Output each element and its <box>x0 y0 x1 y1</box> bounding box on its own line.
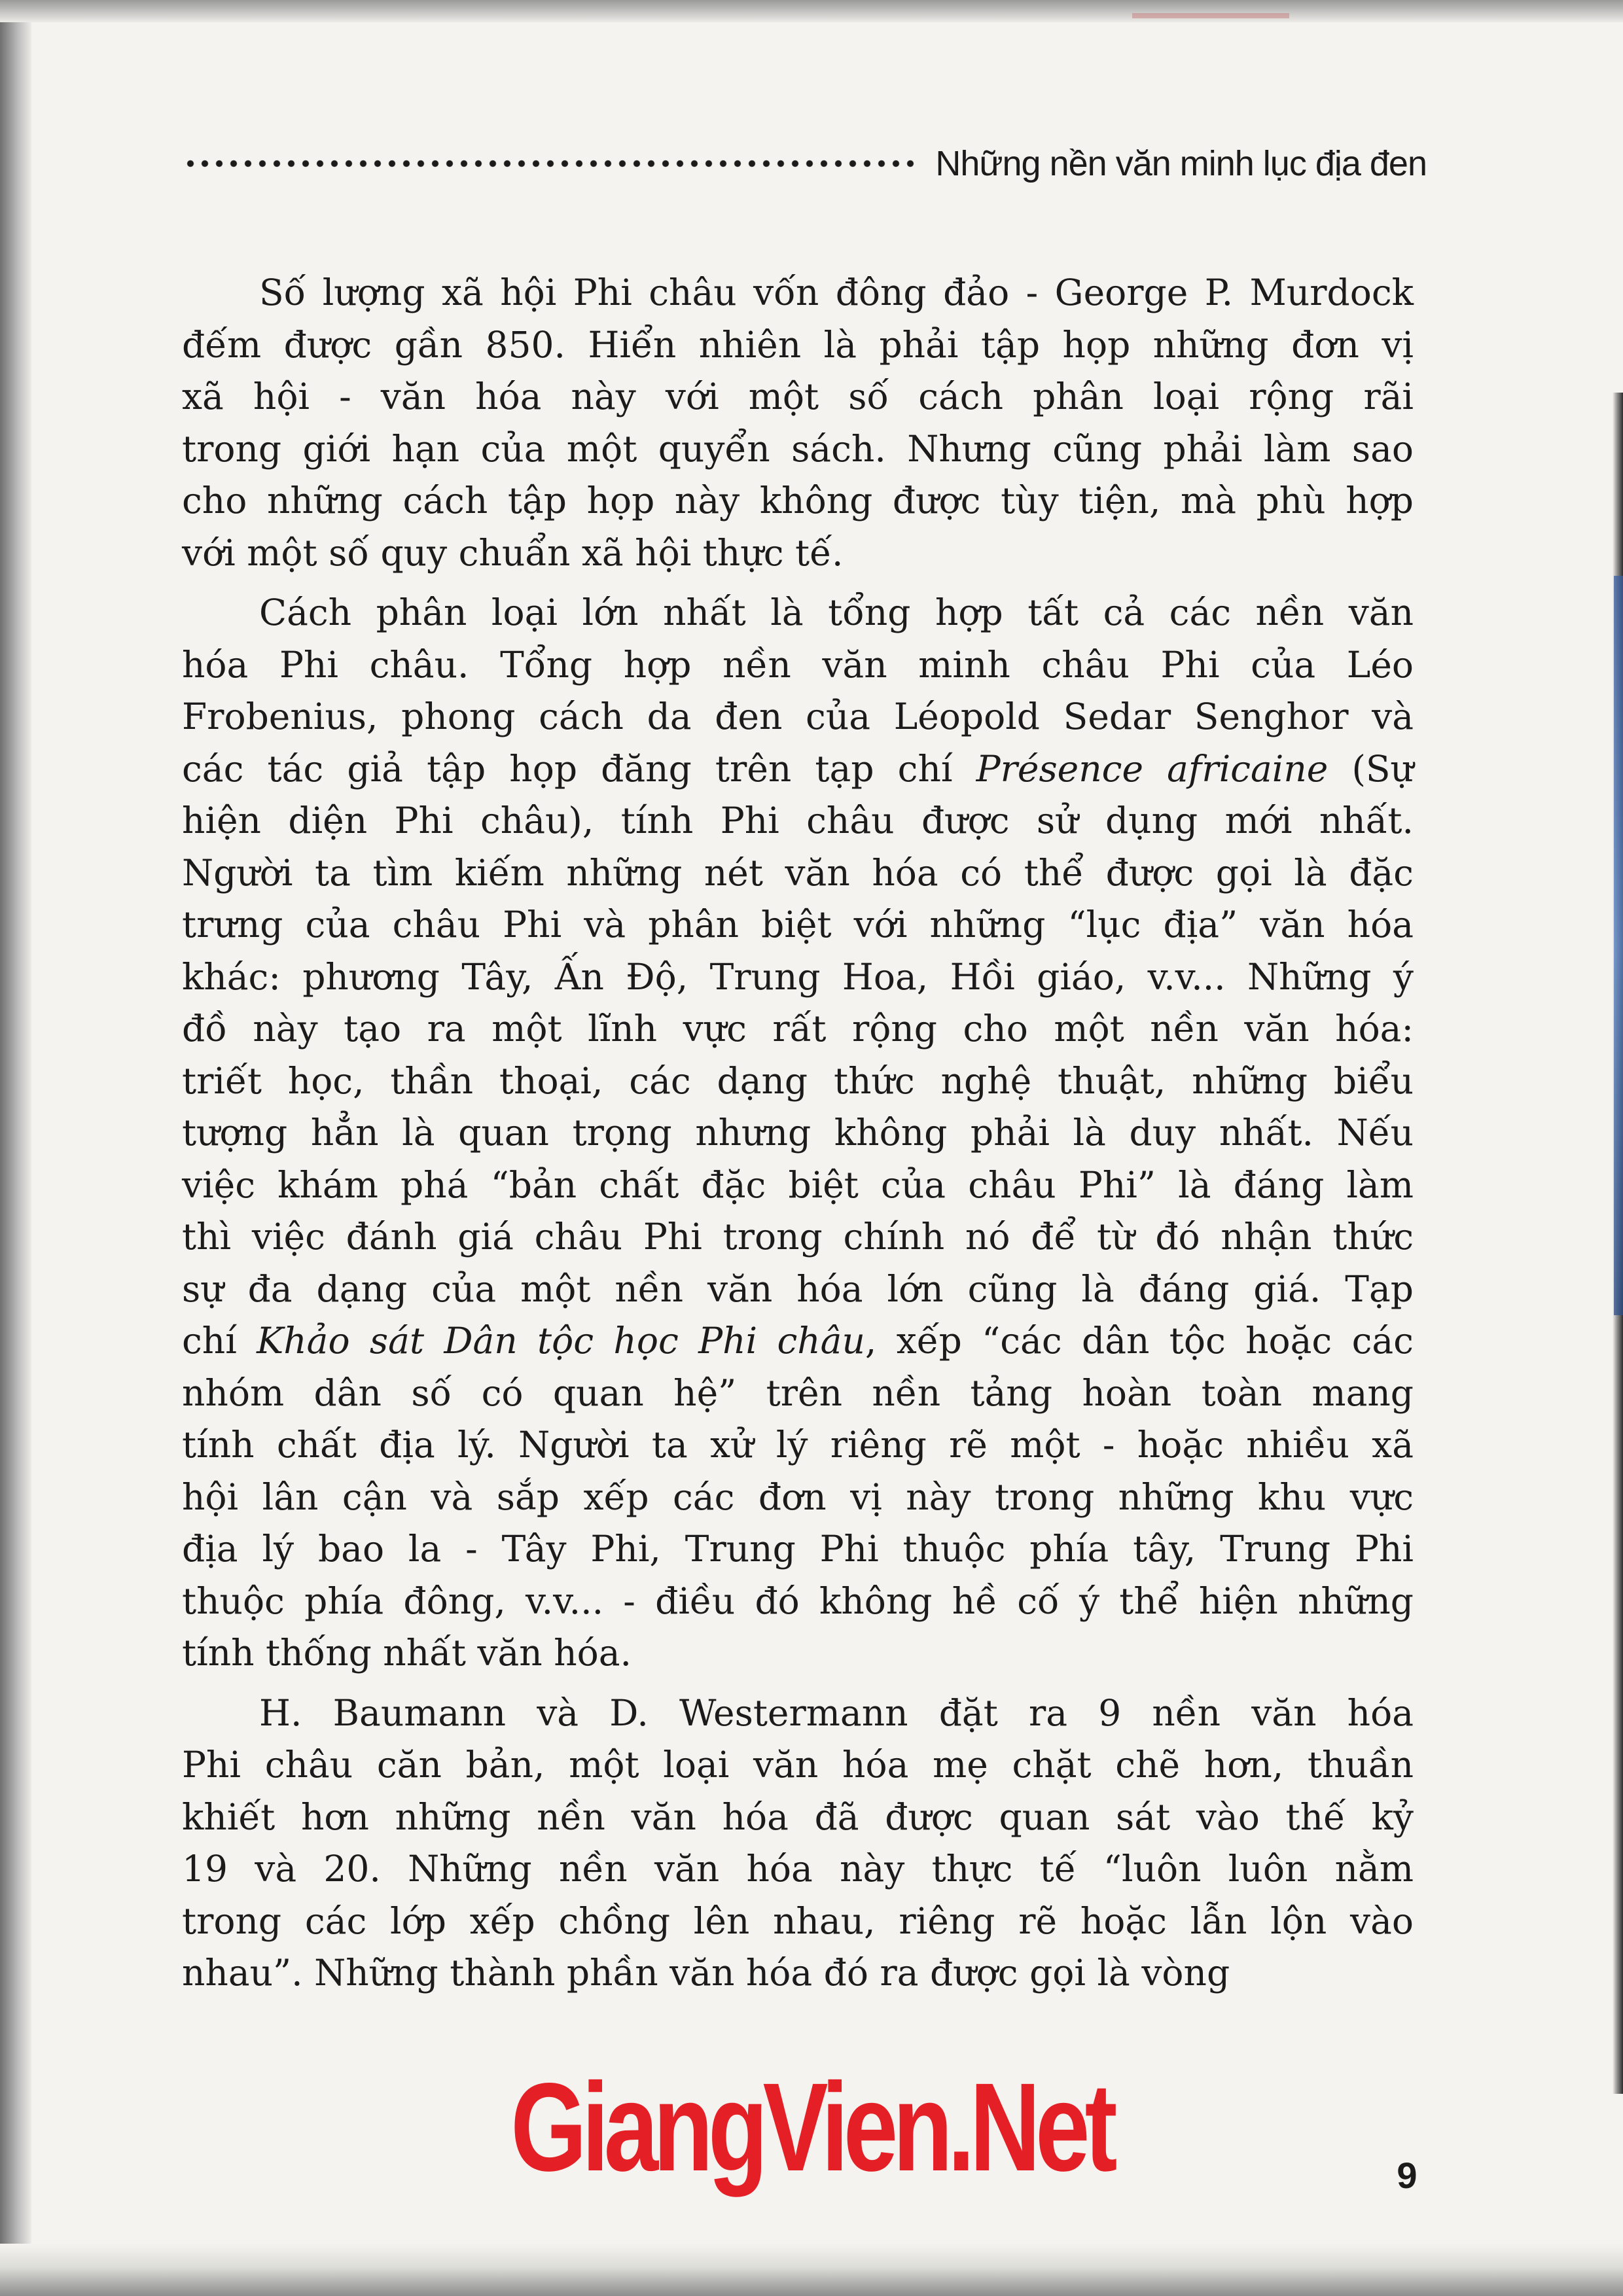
scan-top-edge <box>0 0 1623 22</box>
text-line: với một số quy chuẩn xã hội thực tế. <box>182 531 844 574</box>
text-line: địa lý bao la - Tây Phi, Trung Phi thuộc phía tây, Trung Phi <box>182 1528 1414 1570</box>
text-line: hóa Phi châu. Tổng hợp nền văn minh châu Phi của Léo <box>182 643 1414 686</box>
scan-bottom-edge <box>0 2244 1623 2296</box>
italic-title: Présence africaine <box>976 747 1329 790</box>
text-line: trong giới hạn của một quyển sách. Nhưng cũng phải làm sao <box>182 427 1414 470</box>
text-line: thì việc đánh giá châu Phi trong chính nó để từ đó nhận thức <box>182 1216 1414 1258</box>
text-line: khiết hơn những nền văn hóa đã được quan sát vào thế kỷ <box>182 1795 1414 1838</box>
text-line <box>182 743 1414 796</box>
text-line: trong các lớp xếp chồng lên nhau, riêng rẽ hoặc lẫn lộn vào <box>182 1899 1414 1942</box>
text-line: cho những cách tập họp này không được tùy tiện, mà phù hợp <box>182 480 1414 521</box>
paragraph <box>182 267 1414 579</box>
text-line: đồ này tạo ra một lĩnh vực rất rộng cho một nền văn hóa: <box>182 1008 1414 1050</box>
text-line <box>182 1315 1414 1368</box>
header-dotted-leader <box>183 160 921 168</box>
body-text <box>182 267 1414 2000</box>
watermark-logo: GiangVien.Net <box>510 2056 1113 2197</box>
scan-top-mark <box>1132 13 1289 18</box>
text-line: việc khám phá “bản chất đặc biệt của châu Phi” là đáng làm <box>182 1163 1414 1206</box>
italic-title: Khảo sát Dân tộc học Phi châu <box>257 1320 865 1362</box>
text-line: tượng hẳn là quan trọng nhưng không phải là duy nhất. Nếu <box>182 1112 1414 1154</box>
paragraph <box>182 587 1414 1680</box>
page-number: 9 <box>1397 2155 1418 2196</box>
text-run: (Sự <box>1328 747 1414 790</box>
text-line: thuộc phía đông, v.v... - điều đó không hề cố ý thể hiện những <box>182 1580 1414 1622</box>
text-line: sự đa dạng của một nền văn hóa lớn cũng là đáng giá. Tạp <box>182 1267 1414 1310</box>
text-line: H. Baumann và D. Westermann đặt ra 9 nền văn hóa <box>259 1691 1414 1734</box>
text-line: nhau”. Những thành phần văn hóa đó ra được gọi là vòng <box>182 1952 1230 1994</box>
running-header-title: Những nền văn minh lục địa đen <box>935 144 1427 183</box>
paragraph <box>182 1687 1414 2000</box>
text-line: Frobenius, phong cách da đen của Léopold Sedar Senghor và <box>182 696 1414 737</box>
text-line: Phi châu căn bản, một loại văn hóa mẹ chặt chẽ hơn, thuần <box>182 1744 1414 1786</box>
text-line: tính chất địa lý. Người ta xử lý riêng rẽ một - hoặc nhiều xã <box>182 1424 1414 1466</box>
scan-left-edge <box>0 0 31 2296</box>
text-line: Cách phân loại lớn nhất là tổng hợp tất cả các nền văn <box>259 592 1414 633</box>
text-line: hội lân cận và sắp xếp các đơn vị này trong những khu vực <box>182 1475 1414 1518</box>
text-run: , xếp “các dân tộc hoặc các <box>865 1320 1414 1362</box>
text-line: đếm được gần 850. Hiển nhiên là phải tập họp những đơn vị <box>182 323 1414 366</box>
text-line: hiện diện Phi châu), tính Phi châu được sử dụng mới nhất. <box>182 800 1414 841</box>
text-line: trưng của châu Phi và phân biệt với những “lục địa” văn hóa <box>182 904 1414 945</box>
text-line: khác: phương Tây, Ấn Độ, Trung Hoa, Hồi giáo, v.v... Những ý <box>182 955 1414 998</box>
running-header <box>183 134 1427 193</box>
text-run: chí <box>182 1320 257 1362</box>
text-line: Người ta tìm kiếm những nét văn hóa có thể được gọi là đặc <box>182 851 1414 894</box>
text-line: 19 và 20. Những nền văn hóa này thực tế “luôn luôn nằm <box>182 1848 1414 1890</box>
text-line: xã hội - văn hóa này với một số cách phân loại rộng rãi <box>182 376 1414 417</box>
text-line: Số lượng xã hội Phi châu vốn đông đảo - George P. Murdock <box>259 272 1414 313</box>
text-line: triết học, thần thoại, các dạng thức nghệ thuật, những biểu <box>182 1059 1414 1102</box>
text-line: nhóm dân số có quan hệ” trên nền tảng hoàn toàn mang <box>182 1371 1414 1414</box>
scan-right-color-strip <box>1614 576 1623 1315</box>
text-run: các tác giả tập họp đăng trên tạp chí <box>182 747 976 790</box>
text-line: tính thống nhất văn hóa. <box>182 1632 632 1674</box>
